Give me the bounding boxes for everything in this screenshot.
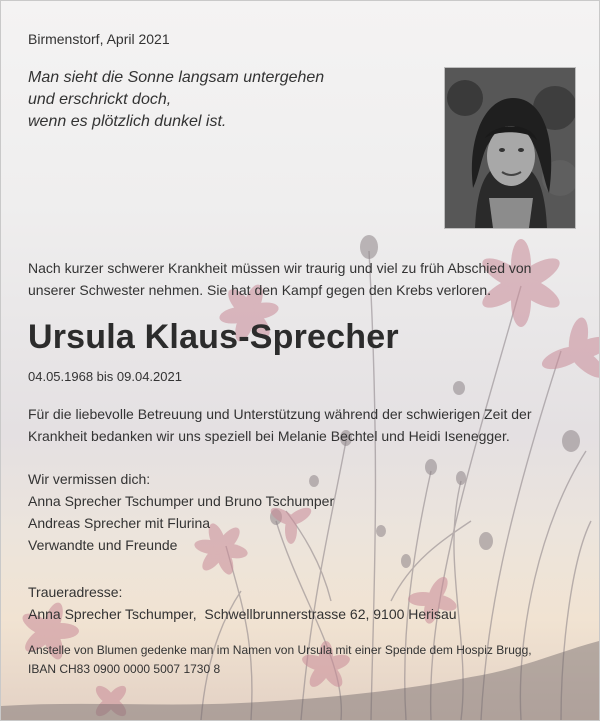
quote bbox=[28, 67, 324, 133]
intro-text bbox=[28, 257, 578, 301]
donation-note bbox=[28, 641, 532, 679]
mourners-list bbox=[28, 468, 334, 556]
mourning-address bbox=[28, 581, 457, 625]
portrait-photo bbox=[444, 67, 576, 229]
place-date: Birmenstorf, April 2021 bbox=[28, 31, 170, 47]
donation-line: Anstelle von Blumen gedenke man im Namen von Ursula mit einer Spende dem Hospiz Brugg, bbox=[28, 643, 532, 657]
donation-iban: IBAN CH83 0900 0000 5007 1730 8 bbox=[28, 662, 221, 676]
address-heading: Traueradresse: bbox=[28, 584, 123, 600]
mourner-entry: Anna Sprecher Tschumper und Bruno Tschumper bbox=[28, 493, 335, 509]
intro-line: Nach kurzer schwerer Krankheit müssen wir traurig und viel zu früh Abschied von bbox=[28, 260, 532, 276]
life-dates: 04.05.1968 bis 09.04.2021 bbox=[28, 369, 182, 384]
quote-line: wenn es plötzlich dunkel ist. bbox=[28, 113, 227, 130]
address-line: Anna Sprecher Tschumper, Schwellbrunnerstrasse 62, 9100 Herisau bbox=[28, 606, 457, 622]
mourner-entry: Andreas Sprecher mit Flurina bbox=[28, 515, 211, 531]
thanks-line: Krankheit bedanken wir uns speziell bei Melanie Bechtel und Heidi Isenegger. bbox=[28, 428, 510, 444]
intro-line: unserer Schwester nehmen. Sie hat den Kampf gegen den Krebs verloren. bbox=[28, 282, 492, 298]
thanks-line: Für die liebevolle Betreuung und Unterstützung während der schwierigen Zeit der bbox=[28, 406, 532, 422]
mourners-heading: Wir vermissen dich: bbox=[28, 471, 151, 487]
deceased-name: Ursula Klaus-Sprecher bbox=[28, 318, 399, 356]
portrait-icon bbox=[445, 68, 575, 228]
thanks-text bbox=[28, 403, 532, 447]
mourner-entry: Verwandte und Freunde bbox=[28, 537, 178, 553]
quote-line: und erschrickt doch, bbox=[28, 91, 172, 108]
quote-line: Man sieht die Sonne langsam untergehen bbox=[28, 69, 325, 86]
